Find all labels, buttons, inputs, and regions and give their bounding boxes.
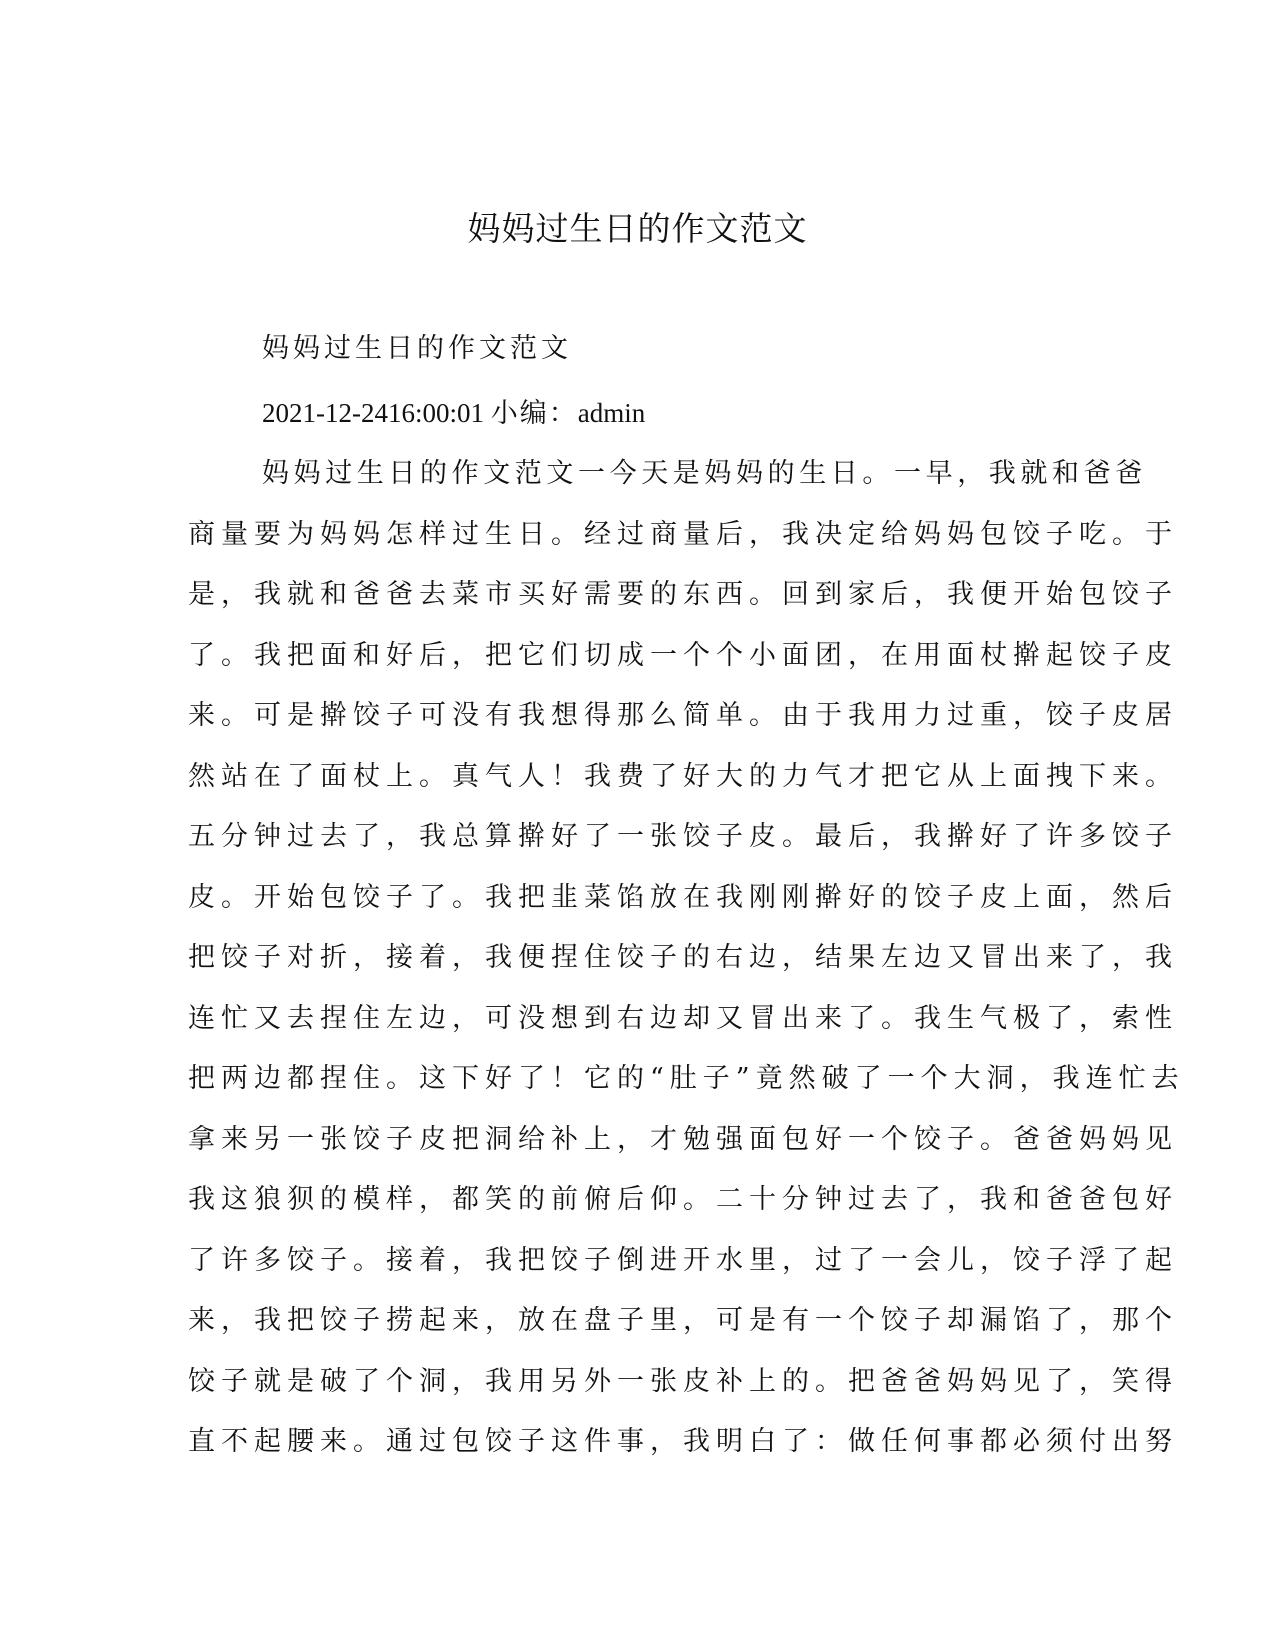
body-line: 直不起腰来。通过包饺子这件事，我明白了：做任何事都必须付出努 <box>188 1426 1178 1457</box>
body-line: 饺子就是破了个洞，我用另外一张皮补上的。把爸爸妈妈见了，笑得 <box>188 1365 1178 1397</box>
body-line: 是，我就和爸爸去菜市买好需要的东西。回到家后，我便开始包饺子 <box>188 579 1178 610</box>
body-line: 把两边都捏住。这下好了！它的“肚子”竟然破了一个大洞，我连忙去 <box>188 1063 1185 1094</box>
body-line: 妈妈过生日的作文范文一今天是妈妈的生日。一早，我就和爸爸 <box>262 458 1147 489</box>
body-line: 来，我把饺子捞起来，放在盘子里，可是有一个饺子却漏馅了，那个 <box>188 1305 1178 1336</box>
body-line: 把饺子对折，接着，我便捏住饺子的右边，结果左边又冒出来了，我 <box>188 942 1178 973</box>
body-line: 了许多饺子。接着，我把饺子倒进开水里，过了一会儿，饺子浮了起 <box>188 1244 1178 1276</box>
article-subtitle: 妈妈过生日的作文范文 <box>262 333 572 364</box>
body-line: 商量要为妈妈怎样过生日。经过商量后，我决定给妈妈包饺子吃。于 <box>188 518 1178 550</box>
document-title: 妈妈过生日的作文范文 <box>467 209 808 248</box>
body-line: 来。可是擀饺子可没有我想得那么简单。由于我用力过重，饺子皮居 <box>188 700 1178 731</box>
body-line: 五分钟过去了，我总算擀好了一张饺子皮。最后，我擀好了许多饺子 <box>188 821 1178 852</box>
article-body <box>188 456 1185 1485</box>
body-line: 然站在了面杖上。真气人！我费了好大的力气才把它从上面拽下来。 <box>188 760 1178 792</box>
publish-datetime: 2021-12-2416:00:01 <box>262 398 484 428</box>
body-line: 连忙又去捏住左边，可没想到右边却又冒出来了。我生气极了，索性 <box>188 1002 1178 1034</box>
author-label: 小编： <box>490 398 578 429</box>
body-line: 拿来另一张饺子皮把洞给补上，才勉强面包好一个饺子。爸爸妈妈见 <box>188 1123 1178 1155</box>
author-name: admin <box>577 398 646 428</box>
body-line: 皮。开始包饺子了。我把韭菜馅放在我刚刚擀好的饺子皮上面，然后 <box>188 881 1178 913</box>
article-meta <box>262 395 645 432</box>
body-line: 我这狼狈的模样，都笑的前俯后仰。二十分钟过去了，我和爸爸包好 <box>188 1184 1178 1215</box>
body-line: 了。我把面和好后，把它们切成一个个小面团，在用面杖擀起饺子皮 <box>188 639 1178 671</box>
